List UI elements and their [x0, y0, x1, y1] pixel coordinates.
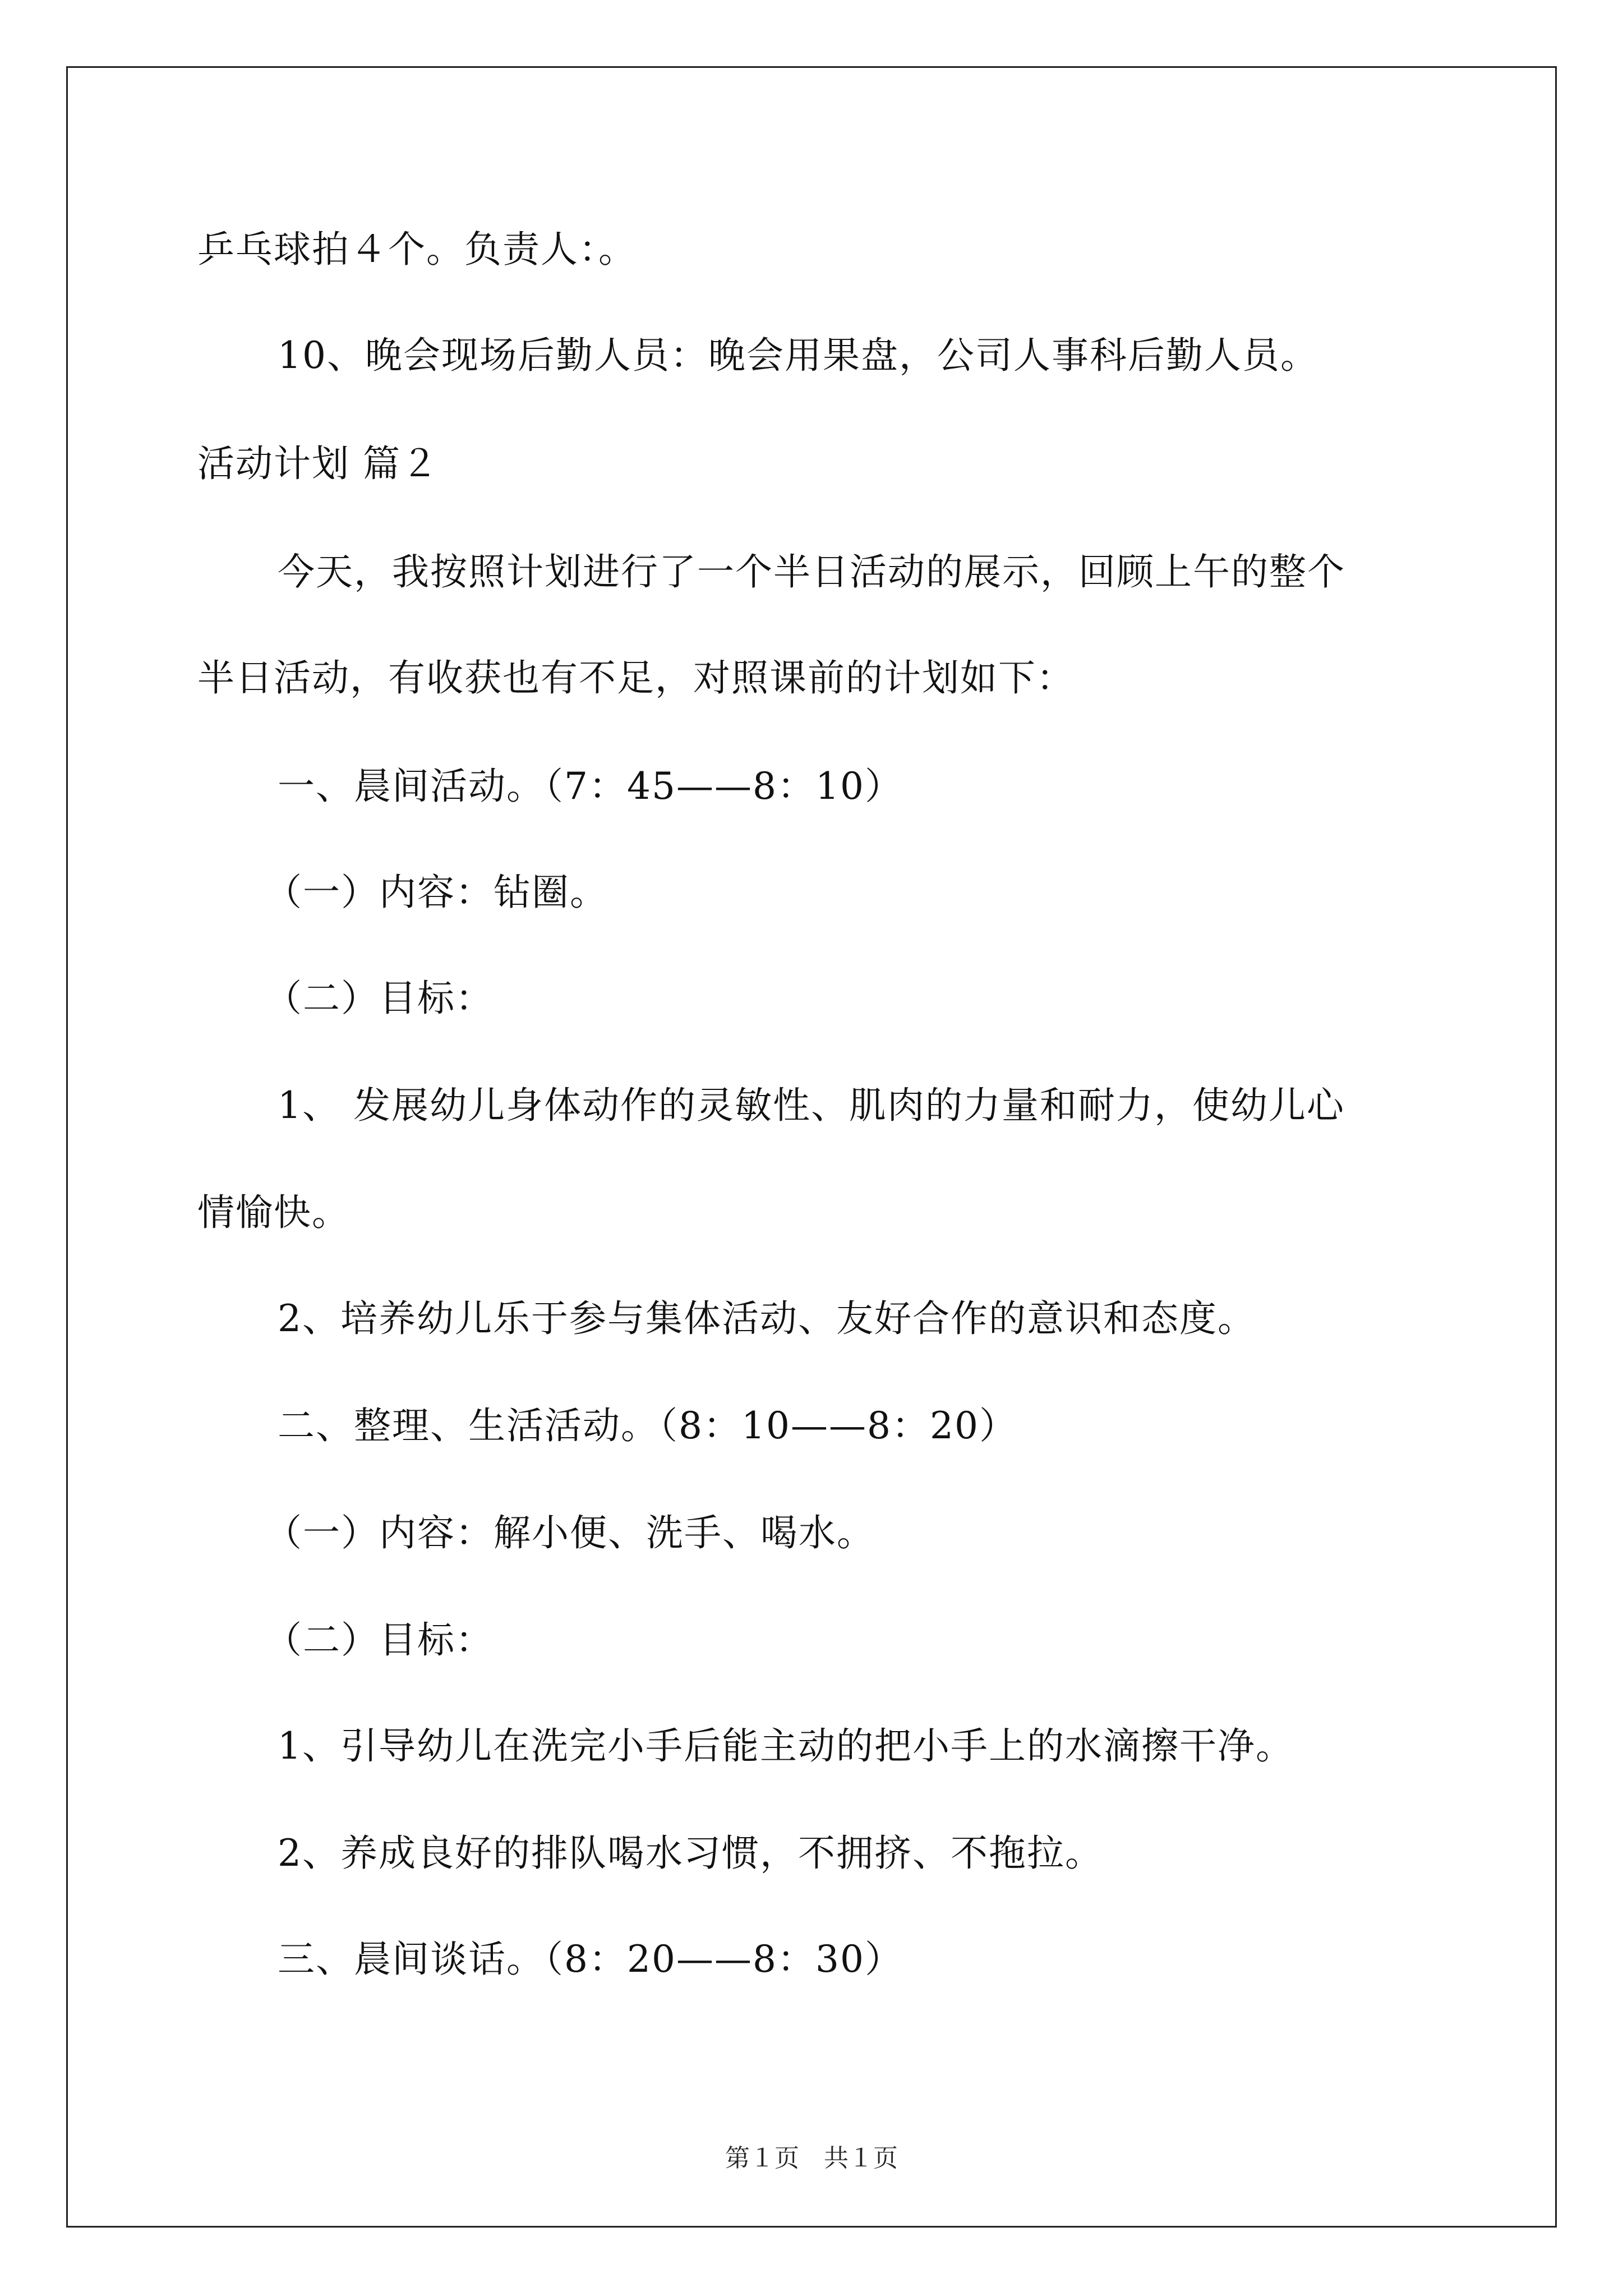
text-line: 2、养成良好的排队喝水习惯，不拥挤、不拖拉。 [278, 1832, 1103, 1875]
text-line: （二）目标： [265, 1618, 494, 1662]
text-line: 10、晚会现场后勤人员：晚会用果盘，公司人事科后勤人员。 [278, 334, 1318, 377]
text-line: （二）目标： [265, 977, 494, 1020]
text-line: 1、引导幼儿在洗完小手后能主动的把小手上的水滴擦干净。 [278, 1724, 1294, 1768]
text-line: 情愉快。 [197, 1191, 350, 1234]
page-footer: 第１页 共１页 [725, 2144, 898, 2173]
section-heading: 活动计划 篇２ [197, 442, 439, 485]
text-line: 1、 发展幼儿身体动作的灵敏性、肌肉的力量和耐力，使幼儿心 [278, 1084, 1345, 1127]
text-line: 三、晨间谈话。（8：20——8：30） [278, 1938, 903, 1981]
text-line: 2、培养幼儿乐于参与集体活动、友好合作的意识和态度。 [278, 1297, 1256, 1340]
text-line: （一）内容：解小便、洗手、喝水。 [265, 1511, 875, 1554]
text-line: （一）内容：钻圈。 [265, 871, 608, 914]
text-line: 今天，我按照计划进行了一个半日活动的展示，回顾上午的整个 [278, 550, 1345, 593]
page-border [66, 66, 1557, 2228]
text-line: 二、整理、生活活动。（8：10——8：20） [278, 1404, 1017, 1447]
text-line: 半日活动，有收获也有不足，对照课前的计划如下： [197, 656, 1075, 700]
text-line: 一、晨间活动。（7：45——8：10） [278, 765, 903, 808]
text-line: 乒乓球拍４个。负责人：。 [197, 228, 637, 271]
